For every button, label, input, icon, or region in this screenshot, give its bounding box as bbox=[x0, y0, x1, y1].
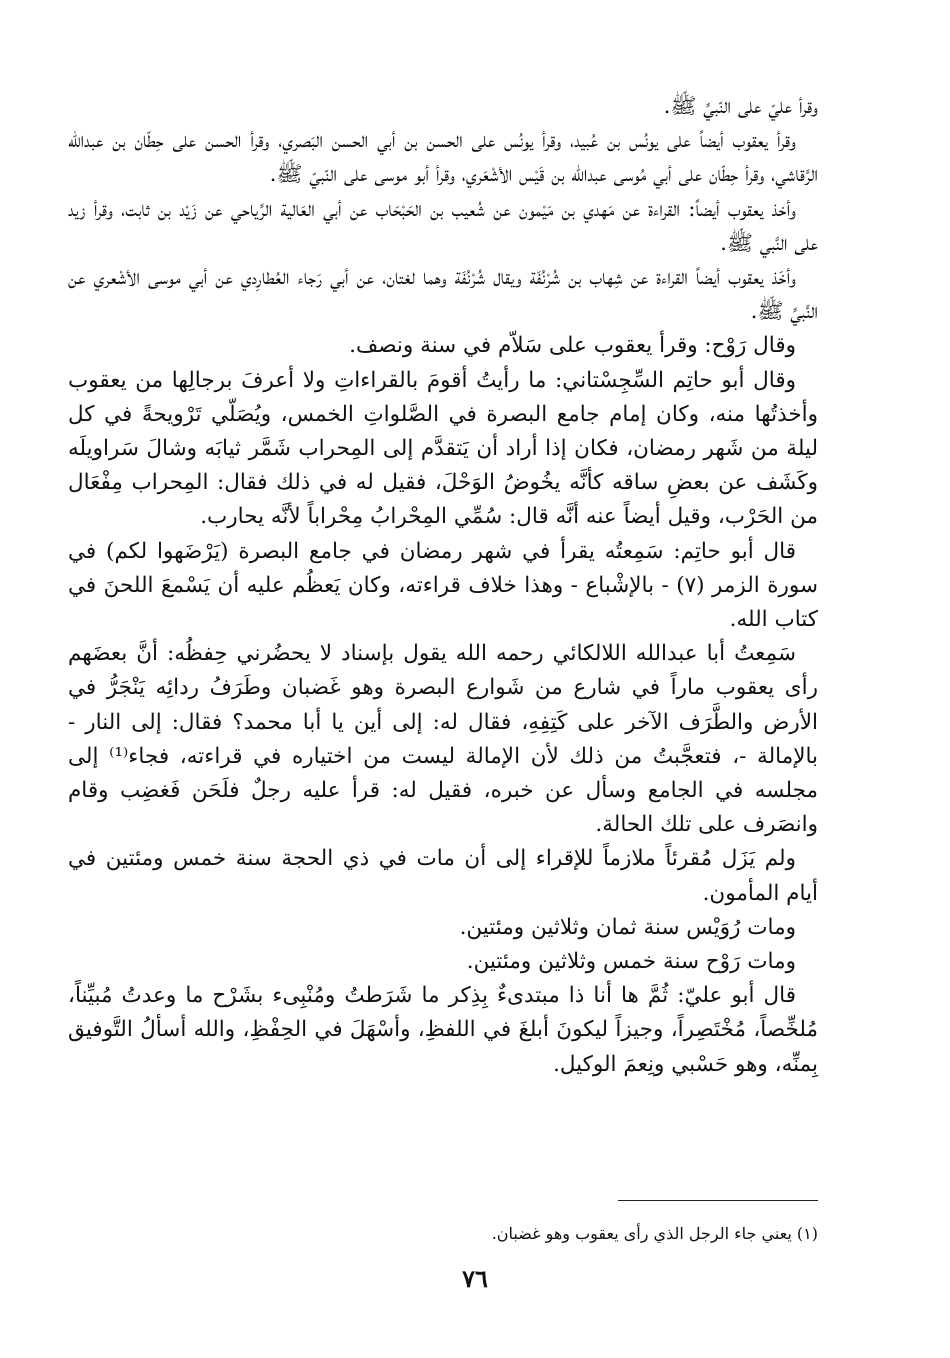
paragraph: قال أبو حاتِم: سَمِعتُه يقرأ في شهر رمضان في جامع البصرة (يَرْضَهوا لكم) في سورة الزمر (٧) - بالإشْباع - وهذا خلاف قراءته، وكان يَعظُم عليه أن يَسْمعَ اللحنَ في كتاب الله. bbox=[68, 538, 818, 633]
paragraph: قال أبو عليّ: ثُمَّ ها أنا ذا مبتدىءٌ بِذِكر ما شَرَطتُ ومُنْبِىء بشَرْح ما وعدتُ مُبيِّناً، مُلخِّصاً، مُخْتَصِراً، وجيزاً ليكونَ أبلغَ في اللفظِ، وأسْهَلَ في الحِفْظِ، والله أسألُ التَّوفيق بِمنِّه، وهو حَسْبي ونِعمَ الوكيل. bbox=[68, 983, 818, 1077]
paragraph: ومات رَوْح سنة خمس وثلاثين ومئتين. bbox=[466, 949, 796, 975]
main-text bbox=[68, 90, 818, 1082]
paragraph: وقرأ عليّ على النّبيِّ ﷺ. bbox=[663, 94, 818, 119]
paragraph: وقال رَوْح: وقرأ يعقوب على سَلاّم في سنة ونصف. bbox=[349, 333, 796, 359]
page-number: ٧٦ bbox=[462, 1264, 488, 1293]
paragraph: ومات رُوَيْس سنة ثمان وثلاثين ومئتين. bbox=[459, 914, 796, 940]
footnote: (١) يعني جاء الرجل الذي رأى يعقوب وهو غضبان. bbox=[491, 1224, 818, 1243]
paragraph: وأخَذ يعقوب أيضاً القراءة عن شِهاب بن شُرْنُفَة ويقال شُرْنُفَة وهما لغتان، عن أبي رَجاء العُطارِدي عن أبي موسى الأشْعري عن النَّبيِّ ﷺ. bbox=[68, 265, 818, 325]
paragraph: ولم يَزَل مُقرئاً ملازماً للإقراء إلى أن مات في ذي الحجة سنة خمس ومئتين في أيام المأمون. bbox=[68, 846, 818, 906]
footnote-divider bbox=[618, 1200, 818, 1201]
paragraph: وقال أبو حاتِم السِّجِسْتاني: ما رأيتُ أقومَ بالقراءاتِ ولا أعرفَ برجالِها من يعقوب وأخذتُها منه، وكان إمام جامع البصرة في الصَّلواتِ الخمس، ويُصَلّي تَرْويحةً في كل ليلة من شَهر رمضان، فكان إذا أراد أن يَتقدَّم إلى المِحراب شَمَّر ثيابَه وشالَ سَراويلَه وكَشَف عن بعضِ ساقه كأنَّه يخُوضُ الوَحْلَ، فقيل له في ذلك فقال: المِحراب مِفْعَال من الحَرْب، وقيل أيضاً عنه أنَّه قال: سُمِّي المِحْرابُ مِحْراباً لأنَّه يحارب. bbox=[68, 367, 818, 530]
paragraph: وأخذ يعقوب أيضاً: القراءة عن مَهدي بن مَيْمون عن شُعيب بن الحَبْحَاب عن أبي العَالية الرِّياحي عن زَيْد بن ثابت، وقرأ زيد على النَّبي ﷺ. bbox=[68, 196, 818, 256]
paragraph: وقرأ يعقوب أيضاً على يونُس بن عُبيد، وقرأ يونُس على الحسن بن أبي الحسن البَصري، وقرأ الحسن على حِطّان بن عبدالله الرَّقاشي، وقرأ حِطّان على أبي مُوسى عبدالله بن قَيْس الأشْعَري، وقرأ أبو موسى على النّبيّ ﷺ. bbox=[68, 128, 818, 188]
paragraph: سَمِعتُ أبا عبدالله اللالكائي رحمه الله يقول بإسناد لا يحضُرني حِفظُه: أنَّ بعضَهم رأى يعقوب ماراً في شارع من شَوارع البصرة وهو غَضبان وطَرَفُ ردائِه يَنْجَرُّ في الأرض والطَّرَف الآخر على كَتِفِهِ، فقال له: إلى أين يا أبا محمد؟ فقال: إلى النار - بالإمالة -، فتعجَّبتُ من ذلك لأن الإمالة ليست من اختياره في قراءته، فجاء⁽¹⁾ إلى مجلسه في الجامع وسأل عن خبره، فقيل له: قرأ عليه رجلٌ فلَحَن فَغضِب وقام وانصَرف على تلك الحالة. bbox=[68, 641, 819, 838]
